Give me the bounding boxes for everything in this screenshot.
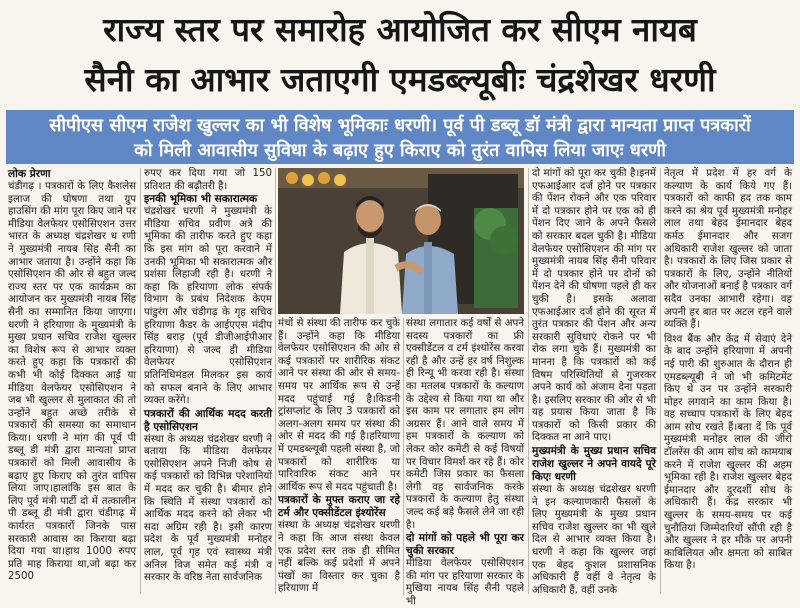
article-column-4 (406, 318, 524, 607)
column-4-text-2: मीडिया वेलफेयर एसोसिएशन की मांग पर हरियाणा सरकार के मुखिया नायब सिंह सैनी पहले भी (406, 558, 524, 607)
article-column-2 (144, 168, 272, 596)
photo-two-men-illustration (278, 168, 524, 314)
headline (0, 0, 800, 108)
column-2-intro: रुपए कर दिया गया जो 150 प्रतिशत की बढ़ौतरी है। (144, 168, 272, 192)
column-6-text-1: नेतृत्व में प्रदेश में हर वर्ग के कल्याण के कार्य किये गए हैं। पत्रकारों को काफी हद तक काम करने का श्रेय पूर्व मुख्यमंत्री मनोहर लाल तथा बेहद ईमानदार बेहद कर्मठ ईमानदार और सजग अधिकारी राजेश खुल्लर को जाता है। पत्रकारों के लिए जिस प्रकार से पत्रकारों के लिए, उन्होंने नीतियों और योजनाओं बनाई है पत्रकार वर्ग सदैव उनका आभारी रहेगा। वह अपनी हर बात पर अटल रहने वाले व्यक्ति हैं। (664, 168, 792, 331)
article-column-6 (664, 168, 792, 596)
column-5-text-2: संस्था के अध्यक्ष चंद्रशेखर धरणी ने इन कल्याणकारी फैसलों के लिए मुख्यमंत्री के मुख्य प्रधान सचिव राजेश खुल्लर का भी खुले दिल से आभार व्यक्त किया है। धरणी ने कहा कि खुल्लर जहां एक बेहद कुशल प्रशासनिक अधिकारी हैं वहीं वे नेतृत्व के अधिकारी हैं, वहीं उनके (532, 484, 656, 596)
headline-line-2: सैनी का आभार जताएगी एमडब्ल्यूबीः चंद्रशेखर धरणी (84, 60, 716, 99)
column-2-subhead-2: पत्रकारों की आर्थिक मदद करती है एसोसिएशन (144, 407, 272, 433)
column-6-text-2: विश्व बैंक और केंद्र में सेवाएं देने के बाद उन्होंने हरियाणा में अपनी नई पारी की शुरुआत के दौरान ही एमडब्ल्यूबी ने जो भी कमिटमेंट किए थे उन पर उन्होंने सरकारी मोहर लगवाने का काम किया है। वह सच्चाप पत्रकारों के लिए बेहद आम सोच रखते हैं।बता दें कि पूर्व मुख्यमंत्री मनोहर लाल की जीरो टॉलरेंस की आम सोच को कामयाब करने में राजेश खुल्लर की अहम भूमिका रही है। राजेश खुल्लर बेहद ईमानदार और दूरदर्शी सोच के अधिकारी हैं। केंद्र सरकार भी खुल्लर के समय-समय पर कई चुनौतियां जिम्मेदारियों सौंपी रही है और खुल्लर ने हर मौके पर अपनी काबिलियत और क्षमता को साबित किया है। (664, 333, 792, 572)
column-3-text-2: संस्था के अध्यक्ष चंद्रशेखर धरणी ने कहा कि आज संस्था केवल एक प्रदेश स्तर तक ही सीमित नहीं बल्कि कई प्रदेशों में अपने पंखों का विस्तार कर चुका है हरियाणा में (278, 520, 400, 595)
article-column-5 (532, 168, 656, 596)
column-divider (528, 168, 529, 594)
column-1-text: चंडीगढ़ । पत्रकारों के लिए कैशलेस इलाज की घोषणा तथा ग्रुप हाउसिंग की मांग पूरा किए जाने पर मीडिया वेलफेयर एसोसिएशन उत्तर भारत के अध्यक्ष चंद्रशेखर ध रणी ने मुख्यमंत्री नायब सिंह सैनी का आभार जताया है। उन्होंने कहा कि एसोसिएशन की ओर से बहुत जल्द राज्य स्तर पर एक कार्यक्रम का आयोजन कर मुख्यमंत्री नायब सिंह सैनी का सम्मानित किया जाएगा। धरणी ने हरियाणा के मुख्यमंत्री के मुख्य प्रधान सचिव राजेश खुल्लर का विशेष रूप से आभार व्यक्त करते हुए कहा कि पत्रकारों की कभी भी कोई दिक्कत आई या मीडिया वेलफेयर एसोसिएशन ने जब भी खुल्लर से मुलाकात की तो उन्होंने बहुत अच्छे तरीके से पत्रकारों की समस्या का समाधान किया। धरणी ने मांग की पूर्व पी डब्लू डी मंत्री द्वारा मान्यता प्राप्त पत्रकारों को मिली आवासीय के बढ़ाए हुए किराए को तुरंत वापिस लिया जाए।हालांकि इस बात के लिए पूर्व मंत्री पार्टी दो में तत्कालीन पी डब्लू डी मंत्री द्वारा चंडीगढ़ में कार्यरत पत्रकारों जिनके पास सरकारी आवास का किराया बढ़ा दिया गया था।हाथ 1000 रुपए प्रति माह किराया था,जो बढ़ा कर 2500 (8, 181, 136, 583)
column-4-text-1: संस्था लगातार कई वर्षों से अपने सदस्य पत्रकारों का फ्री एक्सीडेंटल व टर्म इंश्योरेंस करवा रही है और उन्हें हर वर्ष निशुल्क ही रिन्यू भी करवा रही है। संस्था का मतलब पत्रकारों के कल्याण के उद्देश्य से किया गया था और इस काम पर लगातार हम लोग अग्रसर हैं। आने वाले समय में हम पत्रकारों के कल्याण को लेकर कोर कमेटी से कई विषयों पर विचार विमर्श कर रहे हैं। कोर कमेटी जिस प्रकार का फैसला लेगी वह सार्वजनिक करके पत्रकारों के कल्याण हेतु संस्था जल्द कई बड़े फैसले लेने जा रही है। (406, 318, 524, 531)
column-2-text-2: संस्था के अध्यक्ष चंद्रशेखर धरणी ने बताया कि मीडिया वेलफेयर एसोसिएशन अपने निजी कोष से कई पत्रकारों को विभिन्न परेशानियों में मदद कर चुकी है। बीमार होने कि स्थिति में संस्था पत्रकारों को आर्थिक मदद करने को लेकर भी सदा अग्रिम रही है। इसी कारण प्रदेश के पूर्व मुख्यमंत्री मनोहर लाल, पूर्व गृह एवं स्वास्थ्य मंत्री अनिल विज समेत कई मंत्री व सरकार के वरिष्ठ नेता सार्वजनिक (144, 433, 272, 584)
subheadline-band (6, 110, 794, 164)
column-5-subhead-1: मुख्यमंत्री के मुख्य प्रधान सचिव राजेश खुल्लर ने अपने वायदे पूरे किएः धरणी (532, 445, 656, 484)
column-5-text-1: दो मांगों को पूरा कर चुकी है।इनमें एफआईआर दर्ज होने पर पत्रकार की पेंशन रोकने और एक परिवार में दो पत्रकार होने पर एक को ही पेंशन दिए जाने के अपने फैसले को सरकार बदल चुकी है। मीडिया वेलफेयर एसोसिएशन की मांग पर मुख्यमंत्री नायब सिंह सैनी परिवार में दो पत्रकार होने पर दोनों को पेंशन देने की घोषणा पहले ही कर चुकी है। इसके अलावा एफआईआर दर्ज होने की सूरत में तुरंत पत्रकार की पेंशन और अन्य सरकारी सुविधाएं रोकने पर भी रोक लगा चुके हैं। मुख्यमंत्री का मानना है कि पत्रकारों को कई विषम परिस्थितियों से गुजरकर अपने कार्य को अंजाम देना पड़ता है। इसलिए सरकार की ओर से भी यह प्रयास किया जाता है कि पत्रकारों को किसी प्रकार की दिक्कत ना आने पाए। (532, 168, 656, 444)
column-divider (660, 168, 661, 594)
column-divider (275, 168, 276, 594)
column-4-subhead-1: दो मांगों को पहले भी पूरा कर चुकी सरकार (406, 532, 524, 558)
column-3-subhead-1: पत्रकारों के मुफ्त कराए जा रहे टर्म और एक्सीडेंटल इंश्योरेंस (278, 494, 400, 520)
article-column-3 (278, 318, 400, 598)
column-divider (140, 168, 141, 594)
article-column-1 (8, 168, 136, 596)
column-2-subhead-1: इनकी भूमिका भी सकारात्मक (144, 193, 258, 206)
dateline: लोक प्रेरणा (8, 168, 51, 180)
subheadline-line-2: को मिली आवासीय सुविधा के बढ़ाए हुए किराए को तुरंत वापिस लिया जाएः धरणी (134, 140, 666, 161)
article-photo (278, 168, 524, 314)
column-3-text-1: मंचों से संस्था की तारीफ कर चुके हैं। उन्होंने कहा कि मीडिया वेलफेयर एसोसिएशन की ओर से कई पत्रकारों पर शारीरिक संकट आने पर संस्था की ओर से समय-समय पर आर्थिक रूप से उन्हें मदद पहुंचाई गई है।किडनी ट्रांसप्लांट के लिए 3 पत्रकारों को अलग-अलग समय पर संस्था की ओर से मदद की गई है।हरियाणा में एमडब्ल्यूबी पहली संस्था है, जो पत्रकारों को शारीरिक या पारिवारिक संकट आने पर आर्थिक रूप से मदद पहुंचाती है। (278, 318, 400, 493)
headline-line-1: राज्य स्तर पर समारोह आयोजित कर सीएम नायब (103, 10, 697, 49)
subheadline-line-1: सीपीएस सीएम राजेश खुल्लर का भी विशेष भूमिकाः धरणी। पूर्व पी डब्लू डॉ मंत्री द्वारा मान्यता प्राप्त पत्रकारों (49, 115, 751, 136)
column-divider (403, 318, 404, 596)
column-2-text-1: चंद्रशेखर धरणी ने मुख्यमंत्री के मीडिया सचिव प्रवीण अत्रे की भूमिका की तारीफ करते हुए कहा कि इस मांग को पूरा करवाने में उनकी भूमिका भी सकारात्मक और प्रशंसा लिहाजी रही है। धरणी ने कहा कि हरियाणा लोक संपर्क विभाग के प्रबंध निदेशक केएम पांडुरंग और चंडीगढ़ के गृह सचिव हरियाणा कैडर के आईएएस मंदीप सिंह बराड़ (पूर्व डीजीआईपीआर हरियाणा) से जल्द ही मीडिया वेलफेयर एसोसिएशन प्रतिनिधिमंडल मिलकर इस कार्य को सफल बनाने के लिए आभार व्यक्त करेंगे। (144, 206, 272, 407)
